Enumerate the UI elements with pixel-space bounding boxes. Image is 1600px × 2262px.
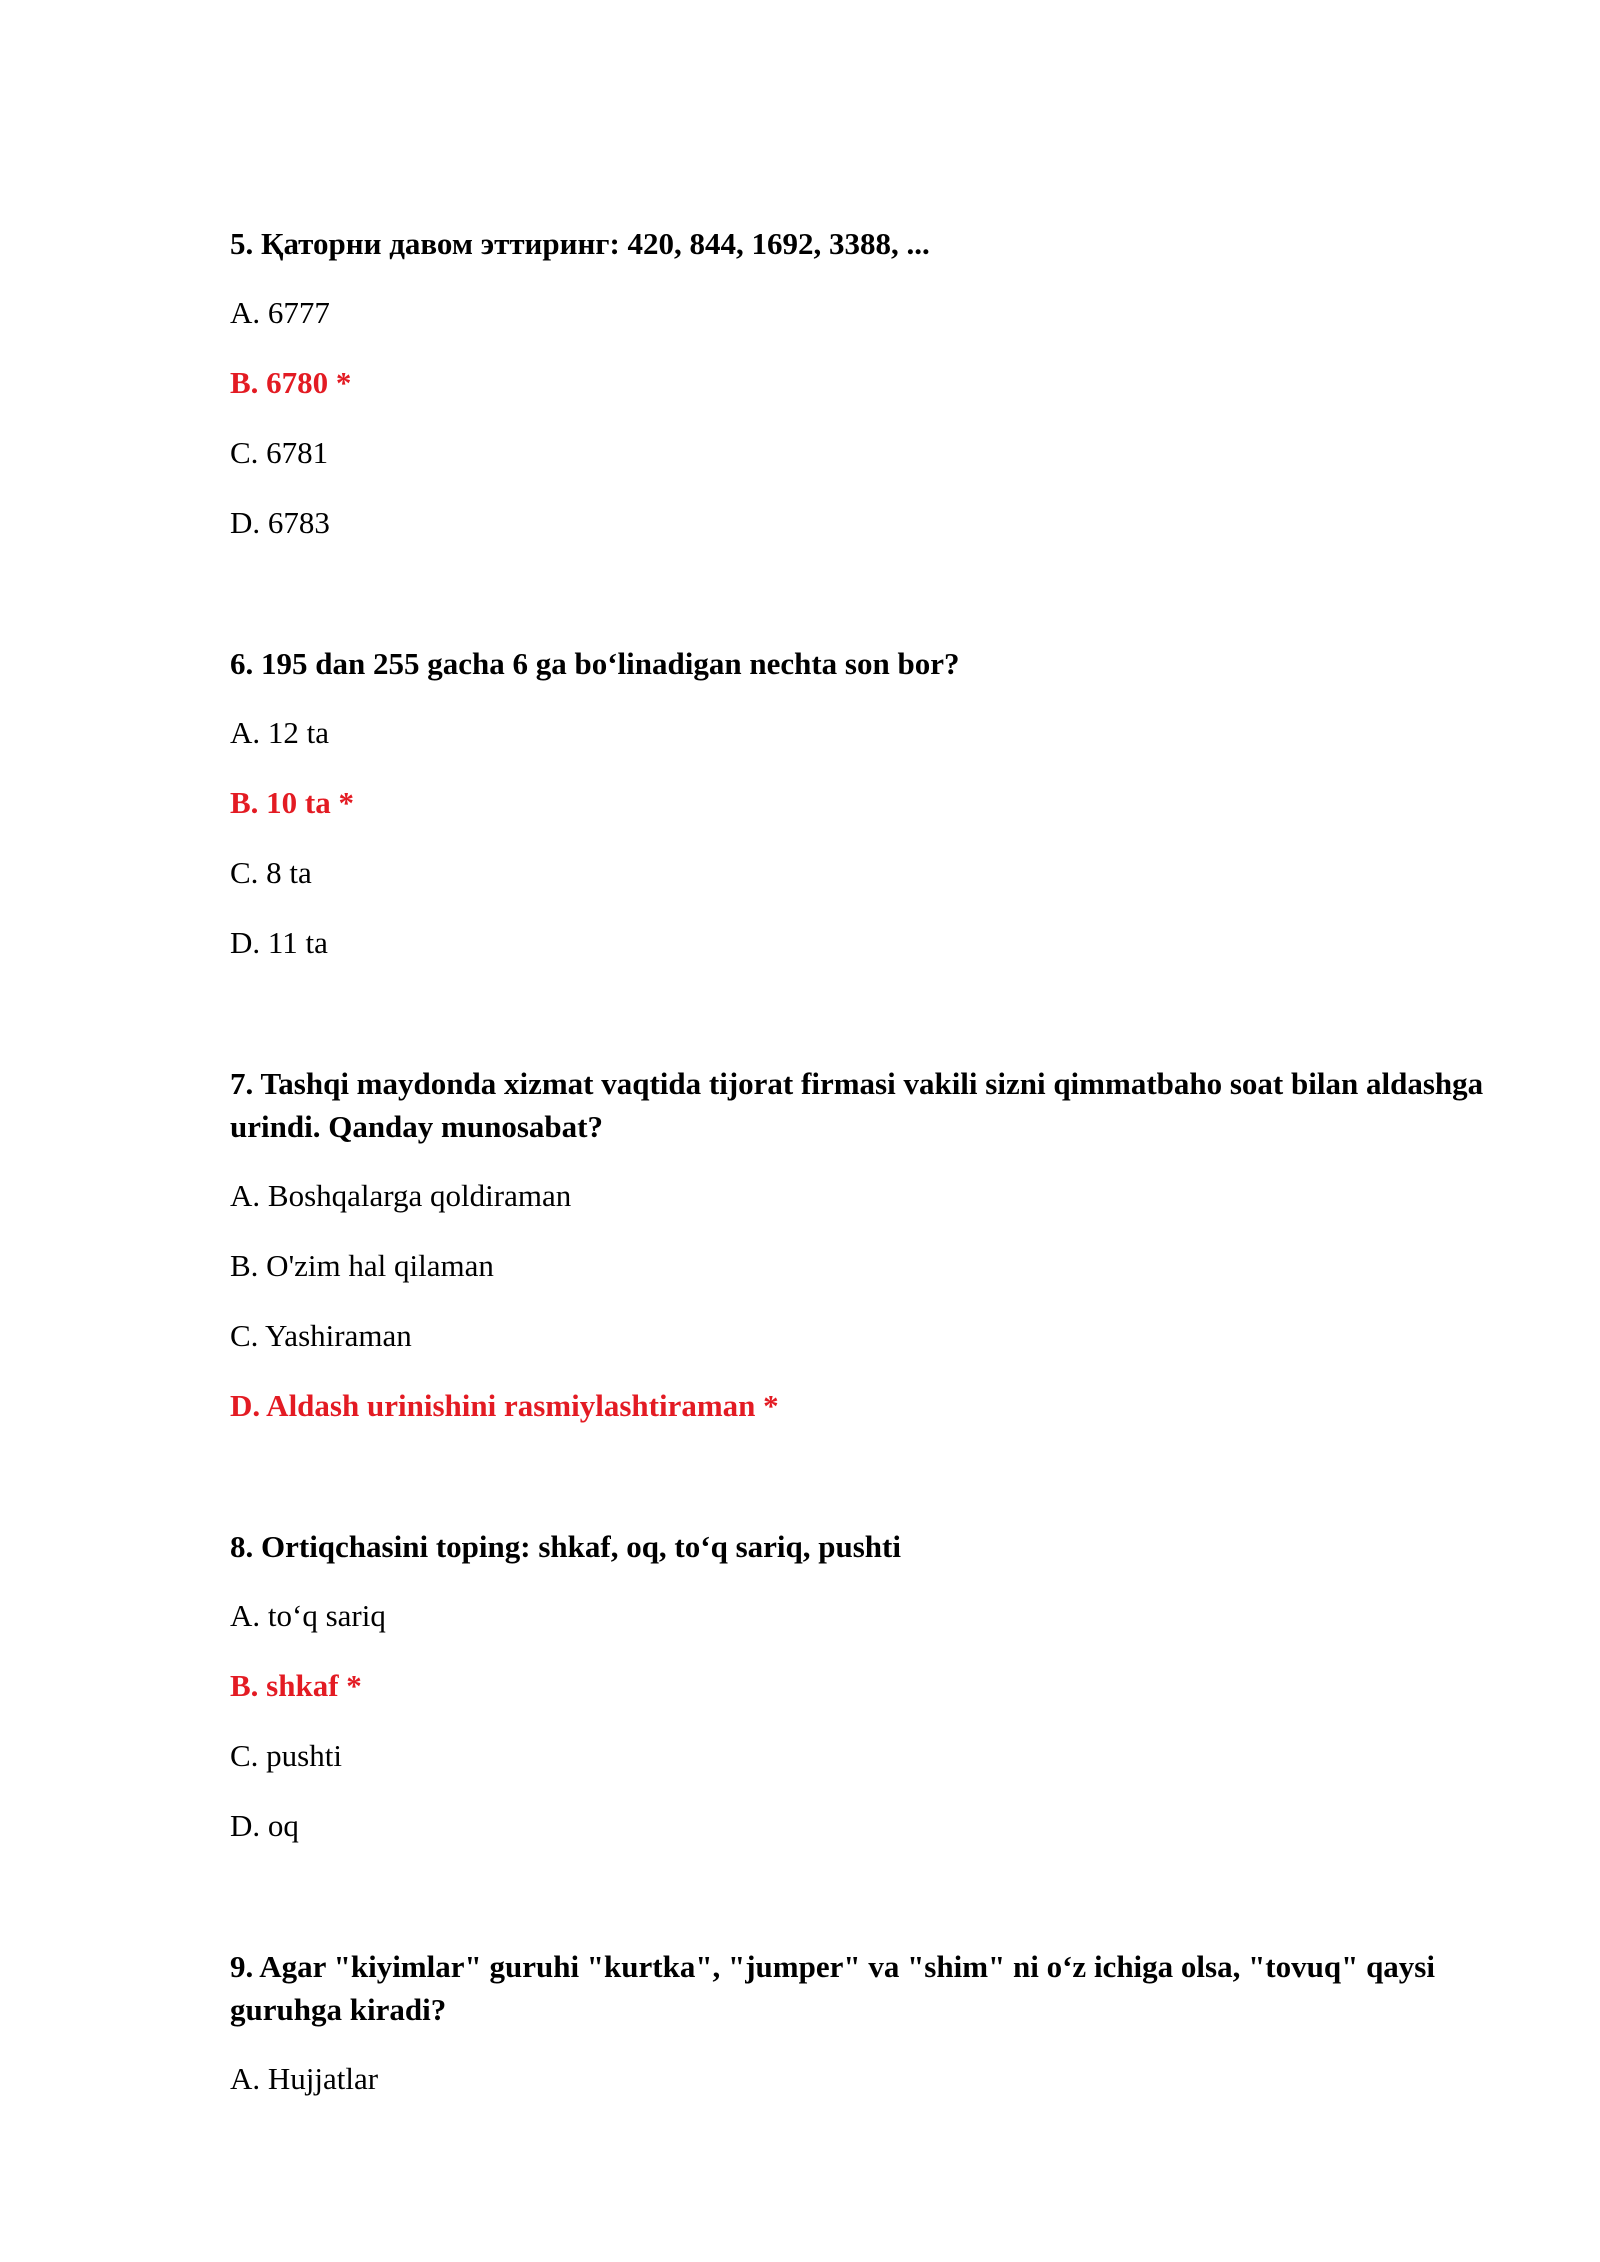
option-b: B. O'zim hal qilaman [230, 1248, 494, 1283]
option-d: D. 6783 [230, 505, 330, 540]
option-a: A. 12 ta [230, 715, 330, 750]
option-a: A. Boshqalarga qoldiraman [230, 1178, 572, 1213]
option-d: D. 11 ta [230, 925, 328, 960]
option-b-correct: B. shkaf * [230, 1668, 362, 1703]
option-b-correct: B. 6780 * [230, 365, 352, 400]
question-text: 5. Қаторни давом эттиринг: 420, 844, 1692, 3388, ... [230, 226, 930, 261]
question-5 [230, 222, 1500, 544]
option-c: C. Yashiraman [230, 1318, 412, 1353]
question-7 [230, 1062, 1500, 1427]
option-d: D. oq [230, 1808, 299, 1843]
question-8 [230, 1525, 1500, 1847]
question-text: 9. Agar "kiyimlar" guruhi "kurtka", "jumper" va "shim" ni o‘z ichiga olsa, "tovuq" qaysi guruhga kiradi? [230, 1949, 1435, 2027]
option-c: C. 6781 [230, 435, 329, 470]
option-a: A. 6777 [230, 295, 330, 330]
option-c: C. pushti [230, 1738, 342, 1773]
option-b-correct: B. 10 ta * [230, 785, 354, 820]
document-page [230, 222, 1500, 2127]
question-9 [230, 1945, 1500, 2100]
option-a: A. to‘q sariq [230, 1598, 386, 1633]
question-6 [230, 642, 1500, 964]
option-d-correct: D. Aldash urinishini rasmiylashtiraman * [230, 1388, 779, 1423]
question-text: 6. 195 dan 255 gacha 6 ga bo‘linadigan nechta son bor? [230, 646, 960, 681]
question-text: 7. Tashqi maydonda xizmat vaqtida tijorat firmasi vakili sizni qimmatbaho soat bilan aldashga urindi. Qanday munosabat? [230, 1066, 1484, 1144]
question-text: 8. Ortiqchasini toping: shkaf, oq, to‘q sariq, pushti [230, 1529, 901, 1564]
option-a: A. Hujjatlar [230, 2061, 379, 2096]
option-c: C. 8 ta [230, 855, 312, 890]
